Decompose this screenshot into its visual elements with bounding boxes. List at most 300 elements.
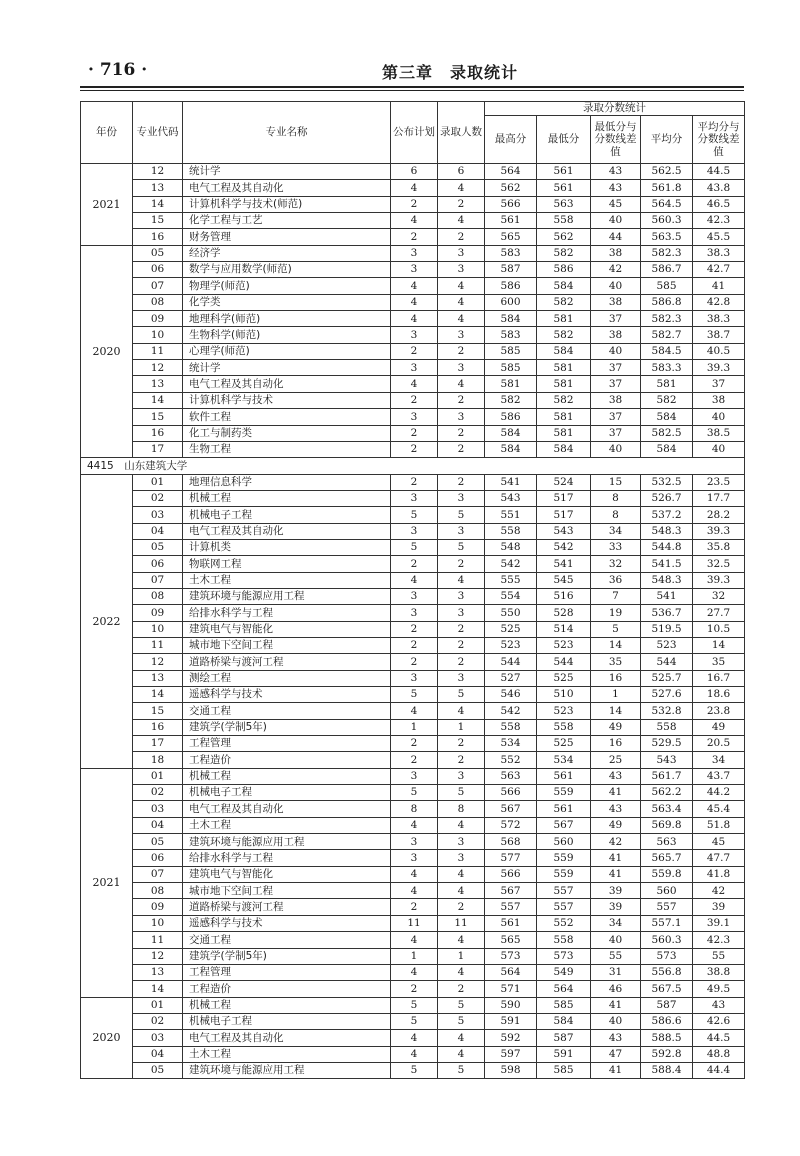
min-diff-cell: 39 <box>591 883 641 899</box>
name-cell: 化学类 <box>183 294 391 310</box>
avg-diff-cell: 51.8 <box>693 817 745 833</box>
name-cell: 机械工程 <box>183 768 391 784</box>
admitted-cell: 11 <box>438 915 485 931</box>
min-cell: 562 <box>537 229 591 245</box>
table-row <box>81 441 745 457</box>
page-number: · 716 · <box>88 60 148 80</box>
min-cell: 514 <box>537 621 591 637</box>
plan-cell: 4 <box>391 817 438 833</box>
code-cell: 09 <box>133 311 183 327</box>
max-cell: 600 <box>485 294 537 310</box>
min-diff-cell: 39 <box>591 899 641 915</box>
avg-diff-cell: 48.8 <box>693 1046 745 1062</box>
plan-cell: 4 <box>391 278 438 294</box>
code-cell: 12 <box>133 948 183 964</box>
code-cell: 10 <box>133 327 183 343</box>
admitted-cell: 5 <box>438 785 485 801</box>
avg-cell: 573 <box>641 948 693 964</box>
avg-diff-cell: 55 <box>693 948 745 964</box>
avg-diff-cell: 44.2 <box>693 785 745 801</box>
name-cell: 经济学 <box>183 245 391 261</box>
min-cell: 581 <box>537 360 591 376</box>
plan-cell: 2 <box>391 621 438 637</box>
table-row <box>81 670 745 686</box>
admitted-cell: 4 <box>438 932 485 948</box>
plan-cell: 4 <box>391 294 438 310</box>
avg-cell: 543 <box>641 752 693 768</box>
avg-diff-cell: 39 <box>693 899 745 915</box>
min-diff-cell: 8 <box>591 490 641 506</box>
avg-diff-cell: 42.3 <box>693 213 745 229</box>
min-diff-cell: 41 <box>591 997 641 1013</box>
plan-cell: 3 <box>391 327 438 343</box>
min-diff-cell: 38 <box>591 245 641 261</box>
col-header-plan: 公布计划 <box>391 102 438 164</box>
admitted-cell: 3 <box>438 850 485 866</box>
avg-cell: 560.3 <box>641 932 693 948</box>
admitted-cell: 3 <box>438 262 485 278</box>
min-diff-cell: 46 <box>591 981 641 997</box>
avg-cell: 567.5 <box>641 981 693 997</box>
min-diff-cell: 37 <box>591 425 641 441</box>
avg-diff-cell: 44.5 <box>693 164 745 180</box>
avg-cell: 561.8 <box>641 180 693 196</box>
code-cell: 13 <box>133 376 183 392</box>
admitted-cell: 5 <box>438 997 485 1013</box>
avg-cell: 560.3 <box>641 213 693 229</box>
avg-diff-cell: 49.5 <box>693 981 745 997</box>
admitted-cell: 2 <box>438 343 485 359</box>
table-row <box>81 785 745 801</box>
min-cell: 558 <box>537 213 591 229</box>
avg-cell: 587 <box>641 997 693 1013</box>
avg-cell: 586.7 <box>641 262 693 278</box>
plan-cell: 2 <box>391 196 438 212</box>
plan-cell: 2 <box>391 229 438 245</box>
code-cell: 14 <box>133 392 183 408</box>
plan-cell: 4 <box>391 1046 438 1062</box>
table-row <box>81 736 745 752</box>
code-cell: 04 <box>133 1046 183 1062</box>
plan-cell: 3 <box>391 670 438 686</box>
avg-diff-cell: 28.2 <box>693 507 745 523</box>
min-cell: 552 <box>537 915 591 931</box>
min-diff-cell: 43 <box>591 768 641 784</box>
max-cell: 584 <box>485 425 537 441</box>
admitted-cell: 4 <box>438 883 485 899</box>
plan-cell: 2 <box>391 736 438 752</box>
min-diff-cell: 1 <box>591 687 641 703</box>
name-cell: 建筑电气与智能化 <box>183 866 391 882</box>
table-row <box>81 278 745 294</box>
avg-diff-cell: 42.3 <box>693 932 745 948</box>
code-cell: 16 <box>133 229 183 245</box>
min-cell: 564 <box>537 981 591 997</box>
plan-cell: 6 <box>391 164 438 180</box>
table-row <box>81 376 745 392</box>
code-cell: 01 <box>133 997 183 1013</box>
min-cell: 549 <box>537 964 591 980</box>
table-row <box>81 523 745 539</box>
avg-cell: 541.5 <box>641 556 693 572</box>
table-row <box>81 294 745 310</box>
min-cell: 581 <box>537 409 591 425</box>
name-cell: 遥感科学与技术 <box>183 687 391 703</box>
avg-diff-cell: 32.5 <box>693 556 745 572</box>
col-header-year: 年份 <box>81 102 133 164</box>
avg-cell: 582.7 <box>641 327 693 343</box>
max-cell: 550 <box>485 605 537 621</box>
name-cell: 统计学 <box>183 360 391 376</box>
avg-cell: 588.5 <box>641 1030 693 1046</box>
plan-cell: 2 <box>391 556 438 572</box>
code-cell: 04 <box>133 523 183 539</box>
code-cell: 14 <box>133 196 183 212</box>
name-cell: 地理信息科学 <box>183 474 391 490</box>
min-diff-cell: 38 <box>591 327 641 343</box>
min-diff-cell: 16 <box>591 670 641 686</box>
table-row <box>81 964 745 980</box>
min-cell: 510 <box>537 687 591 703</box>
admitted-cell: 4 <box>438 180 485 196</box>
name-cell: 建筑环境与能源应用工程 <box>183 588 391 604</box>
plan-cell: 5 <box>391 507 438 523</box>
max-cell: 527 <box>485 670 537 686</box>
avg-cell: 562.2 <box>641 785 693 801</box>
min-cell: 558 <box>537 932 591 948</box>
max-cell: 534 <box>485 736 537 752</box>
min-diff-cell: 41 <box>591 850 641 866</box>
avg-diff-cell: 42.8 <box>693 294 745 310</box>
plan-cell: 3 <box>391 490 438 506</box>
max-cell: 525 <box>485 621 537 637</box>
admitted-cell: 4 <box>438 866 485 882</box>
min-cell: 559 <box>537 850 591 866</box>
max-cell: 581 <box>485 376 537 392</box>
admitted-cell: 4 <box>438 376 485 392</box>
table-row <box>81 1046 745 1062</box>
plan-cell: 4 <box>391 703 438 719</box>
code-cell: 03 <box>133 507 183 523</box>
admitted-cell: 2 <box>438 981 485 997</box>
min-cell: 525 <box>537 670 591 686</box>
max-cell: 523 <box>485 637 537 653</box>
avg-diff-cell: 38.5 <box>693 425 745 441</box>
avg-diff-cell: 35.8 <box>693 539 745 555</box>
max-cell: 558 <box>485 719 537 735</box>
admitted-cell: 3 <box>438 588 485 604</box>
min-cell: 557 <box>537 883 591 899</box>
min-cell: 545 <box>537 572 591 588</box>
min-diff-cell: 19 <box>591 605 641 621</box>
plan-cell: 3 <box>391 605 438 621</box>
avg-diff-cell: 18.6 <box>693 687 745 703</box>
plan-cell: 4 <box>391 883 438 899</box>
table-row <box>81 360 745 376</box>
table-row <box>81 392 745 408</box>
avg-diff-cell: 10.5 <box>693 621 745 637</box>
min-diff-cell: 43 <box>591 801 641 817</box>
name-cell: 电气工程及其自动化 <box>183 180 391 196</box>
avg-cell: 544 <box>641 654 693 670</box>
name-cell: 统计学 <box>183 164 391 180</box>
max-cell: 592 <box>485 1030 537 1046</box>
min-cell: 561 <box>537 180 591 196</box>
code-cell: 05 <box>133 245 183 261</box>
admitted-cell: 4 <box>438 572 485 588</box>
min-cell: 561 <box>537 164 591 180</box>
admitted-cell: 2 <box>438 229 485 245</box>
plan-cell: 5 <box>391 1062 438 1078</box>
plan-cell: 3 <box>391 262 438 278</box>
name-cell: 财务管理 <box>183 229 391 245</box>
max-cell: 561 <box>485 915 537 931</box>
max-cell: 558 <box>485 523 537 539</box>
avg-cell: 541 <box>641 588 693 604</box>
avg-diff-cell: 17.7 <box>693 490 745 506</box>
avg-diff-cell: 44.5 <box>693 1030 745 1046</box>
name-cell: 机械电子工程 <box>183 785 391 801</box>
name-cell: 电气工程及其自动化 <box>183 801 391 817</box>
plan-cell: 3 <box>391 768 438 784</box>
name-cell: 计算机科学与技术(师范) <box>183 196 391 212</box>
code-cell: 06 <box>133 262 183 278</box>
name-cell: 物理学(师范) <box>183 278 391 294</box>
min-cell: 573 <box>537 948 591 964</box>
min-cell: 528 <box>537 605 591 621</box>
plan-cell: 2 <box>391 752 438 768</box>
table-row <box>81 768 745 784</box>
min-cell: 561 <box>537 801 591 817</box>
name-cell: 生物科学(师范) <box>183 327 391 343</box>
code-cell: 04 <box>133 817 183 833</box>
avg-diff-cell: 38.8 <box>693 964 745 980</box>
avg-cell: 588.4 <box>641 1062 693 1078</box>
admitted-cell: 3 <box>438 834 485 850</box>
name-cell: 软件工程 <box>183 409 391 425</box>
max-cell: 583 <box>485 245 537 261</box>
min-diff-cell: 49 <box>591 817 641 833</box>
max-cell: 564 <box>485 964 537 980</box>
avg-cell: 569.8 <box>641 817 693 833</box>
min-diff-cell: 37 <box>591 376 641 392</box>
admitted-cell: 2 <box>438 392 485 408</box>
plan-cell: 1 <box>391 719 438 735</box>
min-cell: 585 <box>537 997 591 1013</box>
min-diff-cell: 37 <box>591 409 641 425</box>
code-cell: 13 <box>133 670 183 686</box>
min-diff-cell: 38 <box>591 392 641 408</box>
year-cell: 2020 <box>81 245 133 457</box>
plan-cell: 3 <box>391 245 438 261</box>
min-diff-cell: 15 <box>591 474 641 490</box>
admitted-cell: 4 <box>438 1046 485 1062</box>
avg-cell: 586.8 <box>641 294 693 310</box>
avg-cell: 537.2 <box>641 507 693 523</box>
name-cell: 机械电子工程 <box>183 507 391 523</box>
max-cell: 566 <box>485 785 537 801</box>
min-cell: 523 <box>537 637 591 653</box>
max-cell: 583 <box>485 327 537 343</box>
avg-diff-cell: 39.3 <box>693 523 745 539</box>
max-cell: 577 <box>485 850 537 866</box>
admitted-cell: 2 <box>438 752 485 768</box>
avg-diff-cell: 41 <box>693 278 745 294</box>
school-name: 4415 山东建筑大学 <box>81 458 745 474</box>
min-diff-cell: 40 <box>591 932 641 948</box>
avg-diff-cell: 43.7 <box>693 768 745 784</box>
max-cell: 554 <box>485 588 537 604</box>
max-cell: 572 <box>485 817 537 833</box>
plan-cell: 5 <box>391 539 438 555</box>
code-cell: 13 <box>133 964 183 980</box>
avg-diff-cell: 42.6 <box>693 1013 745 1029</box>
year-cell: 2021 <box>81 768 133 997</box>
code-cell: 05 <box>133 539 183 555</box>
name-cell: 城市地下空间工程 <box>183 637 391 653</box>
name-cell: 交通工程 <box>183 932 391 948</box>
admitted-cell: 4 <box>438 294 485 310</box>
plan-cell: 4 <box>391 213 438 229</box>
avg-cell: 586.6 <box>641 1013 693 1029</box>
min-cell: 517 <box>537 507 591 523</box>
max-cell: 566 <box>485 866 537 882</box>
plan-cell: 2 <box>391 981 438 997</box>
avg-cell: 548.3 <box>641 523 693 539</box>
code-cell: 01 <box>133 768 183 784</box>
name-cell: 电气工程及其自动化 <box>183 376 391 392</box>
code-cell: 11 <box>133 932 183 948</box>
table-row <box>81 229 745 245</box>
code-cell: 02 <box>133 1013 183 1029</box>
table-row <box>81 213 745 229</box>
min-diff-cell: 31 <box>591 964 641 980</box>
max-cell: 573 <box>485 948 537 964</box>
min-cell: 585 <box>537 1062 591 1078</box>
avg-diff-cell: 32 <box>693 588 745 604</box>
code-cell: 07 <box>133 866 183 882</box>
avg-diff-cell: 39.3 <box>693 572 745 588</box>
max-cell: 543 <box>485 490 537 506</box>
name-cell: 机械工程 <box>183 997 391 1013</box>
min-cell: 561 <box>537 768 591 784</box>
col-header-avg: 平均分 <box>641 116 693 164</box>
table-row <box>81 981 745 997</box>
code-cell: 09 <box>133 899 183 915</box>
admitted-cell: 3 <box>438 523 485 539</box>
min-cell: 567 <box>537 817 591 833</box>
admitted-cell: 3 <box>438 490 485 506</box>
name-cell: 建筑电气与智能化 <box>183 621 391 637</box>
plan-cell: 4 <box>391 376 438 392</box>
col-header-admitted: 录取人数 <box>438 102 485 164</box>
name-cell: 道路桥梁与渡河工程 <box>183 654 391 670</box>
avg-cell: 532.5 <box>641 474 693 490</box>
avg-diff-cell: 42 <box>693 883 745 899</box>
min-diff-cell: 40 <box>591 1013 641 1029</box>
avg-diff-cell: 43.8 <box>693 180 745 196</box>
min-cell: 582 <box>537 294 591 310</box>
max-cell: 546 <box>485 687 537 703</box>
avg-cell: 560 <box>641 883 693 899</box>
table-row <box>81 164 745 180</box>
plan-cell: 4 <box>391 964 438 980</box>
min-diff-cell: 40 <box>591 213 641 229</box>
table-row <box>81 621 745 637</box>
plan-cell: 3 <box>391 523 438 539</box>
max-cell: 564 <box>485 164 537 180</box>
plan-cell: 4 <box>391 1030 438 1046</box>
max-cell: 567 <box>485 883 537 899</box>
max-cell: 585 <box>485 343 537 359</box>
min-diff-cell: 38 <box>591 294 641 310</box>
min-cell: 584 <box>537 1013 591 1029</box>
avg-cell: 526.7 <box>641 490 693 506</box>
avg-cell: 529.5 <box>641 736 693 752</box>
code-cell: 14 <box>133 687 183 703</box>
min-diff-cell: 41 <box>591 866 641 882</box>
code-cell: 08 <box>133 294 183 310</box>
min-diff-cell: 8 <box>591 507 641 523</box>
min-cell: 559 <box>537 785 591 801</box>
max-cell: 598 <box>485 1062 537 1078</box>
avg-diff-cell: 42.7 <box>693 262 745 278</box>
table-row <box>81 1062 745 1078</box>
max-cell: 584 <box>485 441 537 457</box>
table-row <box>81 539 745 555</box>
code-cell: 16 <box>133 719 183 735</box>
school-row <box>81 458 745 474</box>
admitted-cell: 1 <box>438 719 485 735</box>
avg-cell: 584 <box>641 441 693 457</box>
table-row <box>81 850 745 866</box>
avg-cell: 583.3 <box>641 360 693 376</box>
avg-diff-cell: 39.1 <box>693 915 745 931</box>
admitted-cell: 3 <box>438 409 485 425</box>
avg-cell: 556.8 <box>641 964 693 980</box>
min-cell: 524 <box>537 474 591 490</box>
admitted-cell: 2 <box>438 556 485 572</box>
year-cell: 2020 <box>81 997 133 1079</box>
plan-cell: 4 <box>391 932 438 948</box>
col-header-avg-diff: 平均分与分数线差值 <box>693 116 745 164</box>
avg-cell: 561.7 <box>641 768 693 784</box>
admitted-cell: 8 <box>438 801 485 817</box>
avg-diff-cell: 49 <box>693 719 745 735</box>
admitted-cell: 5 <box>438 687 485 703</box>
avg-diff-cell: 38.3 <box>693 311 745 327</box>
max-cell: 568 <box>485 834 537 850</box>
min-cell: 542 <box>537 539 591 555</box>
table-row <box>81 948 745 964</box>
min-cell: 523 <box>537 703 591 719</box>
max-cell: 562 <box>485 180 537 196</box>
table-row <box>81 196 745 212</box>
code-cell: 16 <box>133 425 183 441</box>
avg-diff-cell: 38 <box>693 392 745 408</box>
avg-cell: 559.8 <box>641 866 693 882</box>
min-diff-cell: 40 <box>591 441 641 457</box>
table-row <box>81 474 745 490</box>
min-cell: 591 <box>537 1046 591 1062</box>
avg-diff-cell: 44.4 <box>693 1062 745 1078</box>
code-cell: 10 <box>133 621 183 637</box>
col-header-max: 最高分 <box>485 116 537 164</box>
admitted-cell: 4 <box>438 964 485 980</box>
avg-diff-cell: 16.7 <box>693 670 745 686</box>
max-cell: 552 <box>485 752 537 768</box>
avg-diff-cell: 23.5 <box>693 474 745 490</box>
